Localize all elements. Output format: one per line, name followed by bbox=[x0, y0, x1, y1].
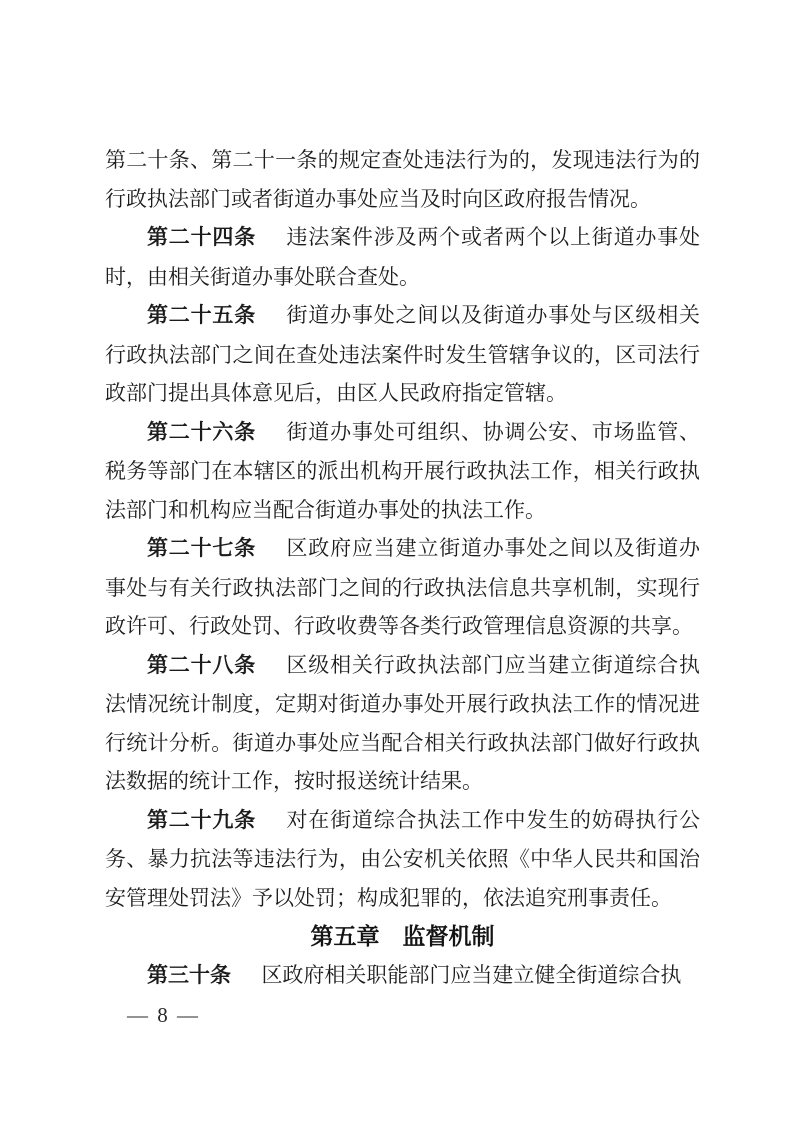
article-29-text: 对在街道综合执法工作中发生的妨碍执行公务、暴力抗法等违法行为，由公安机关依照《中华人民共和国治安管理处罚法》予以处罚；构成犯罪的，依法追究刑事责任。 bbox=[105, 807, 701, 910]
article-26-number: 第二十六条 bbox=[147, 420, 257, 444]
paragraph-article-24 bbox=[105, 218, 700, 296]
article-24-text: 违法案件涉及两个或者两个以上街道办事处时，由相关街道办事处联合查处。 bbox=[105, 225, 701, 289]
document-content bbox=[105, 141, 700, 995]
paragraph-article-29 bbox=[105, 801, 700, 918]
article-25-number: 第二十五条 bbox=[147, 304, 257, 327]
paragraph-article-27 bbox=[105, 529, 700, 646]
article-26-text: 街道办事处可组织、协调公安、市场监管、税务等部门在本辖区的派出机构开展行政执法工作，相关行政执法部门和机构应当配合街道办事处的执法工作。 bbox=[105, 419, 701, 522]
article-27-number: 第二十七条 bbox=[147, 537, 257, 560]
article-30-number: 第三十条 bbox=[147, 963, 231, 987]
paragraph-article-28 bbox=[105, 646, 700, 801]
article-24-number: 第二十四条 bbox=[147, 226, 257, 249]
article-27-text: 区政府应当建立街道办事处之间以及街道办事处与有关行政执法部门之间的行政执法信息共享机制，实现行政许可、行政处罚、行政收费等各类行政管理信息资源的共享。 bbox=[105, 536, 701, 638]
article-28-text: 区级相关行政执法部门应当建立街道综合执法情况统计制度，定期对街道办事处开展行政执法工作的情况进行统计分析。街道办事处应当配合相关行政执法部门做好行政执法数据的统计工作，按时报送统计结果。 bbox=[105, 652, 701, 793]
article-29-number: 第二十九条 bbox=[147, 808, 257, 832]
page-number: — 8 — bbox=[127, 1003, 200, 1027]
paragraph-article-26 bbox=[105, 413, 700, 530]
article-25-text: 街道办事处之间以及街道办事处与区级相关行政执法部门之间在查处违法案件时发生管辖争议的，区司法行政部门提出具体意见后，由区人民政府指定管辖。 bbox=[105, 303, 701, 405]
article-28-number: 第二十八条 bbox=[147, 653, 257, 677]
paragraph-article-30 bbox=[105, 956, 700, 996]
article-30-text: 区政府相关职能部门应当建立健全街道综合执 bbox=[261, 962, 682, 987]
chapter-heading: 第五章 监督机制 bbox=[310, 923, 495, 949]
paragraph-article-25 bbox=[105, 296, 700, 413]
paragraph-continuation: 第二十条、第二十一条的规定查处违法行为的，发现违法行为的行政执法部门或者街道办事处应当及时向区政府报告情况。 bbox=[105, 148, 700, 211]
